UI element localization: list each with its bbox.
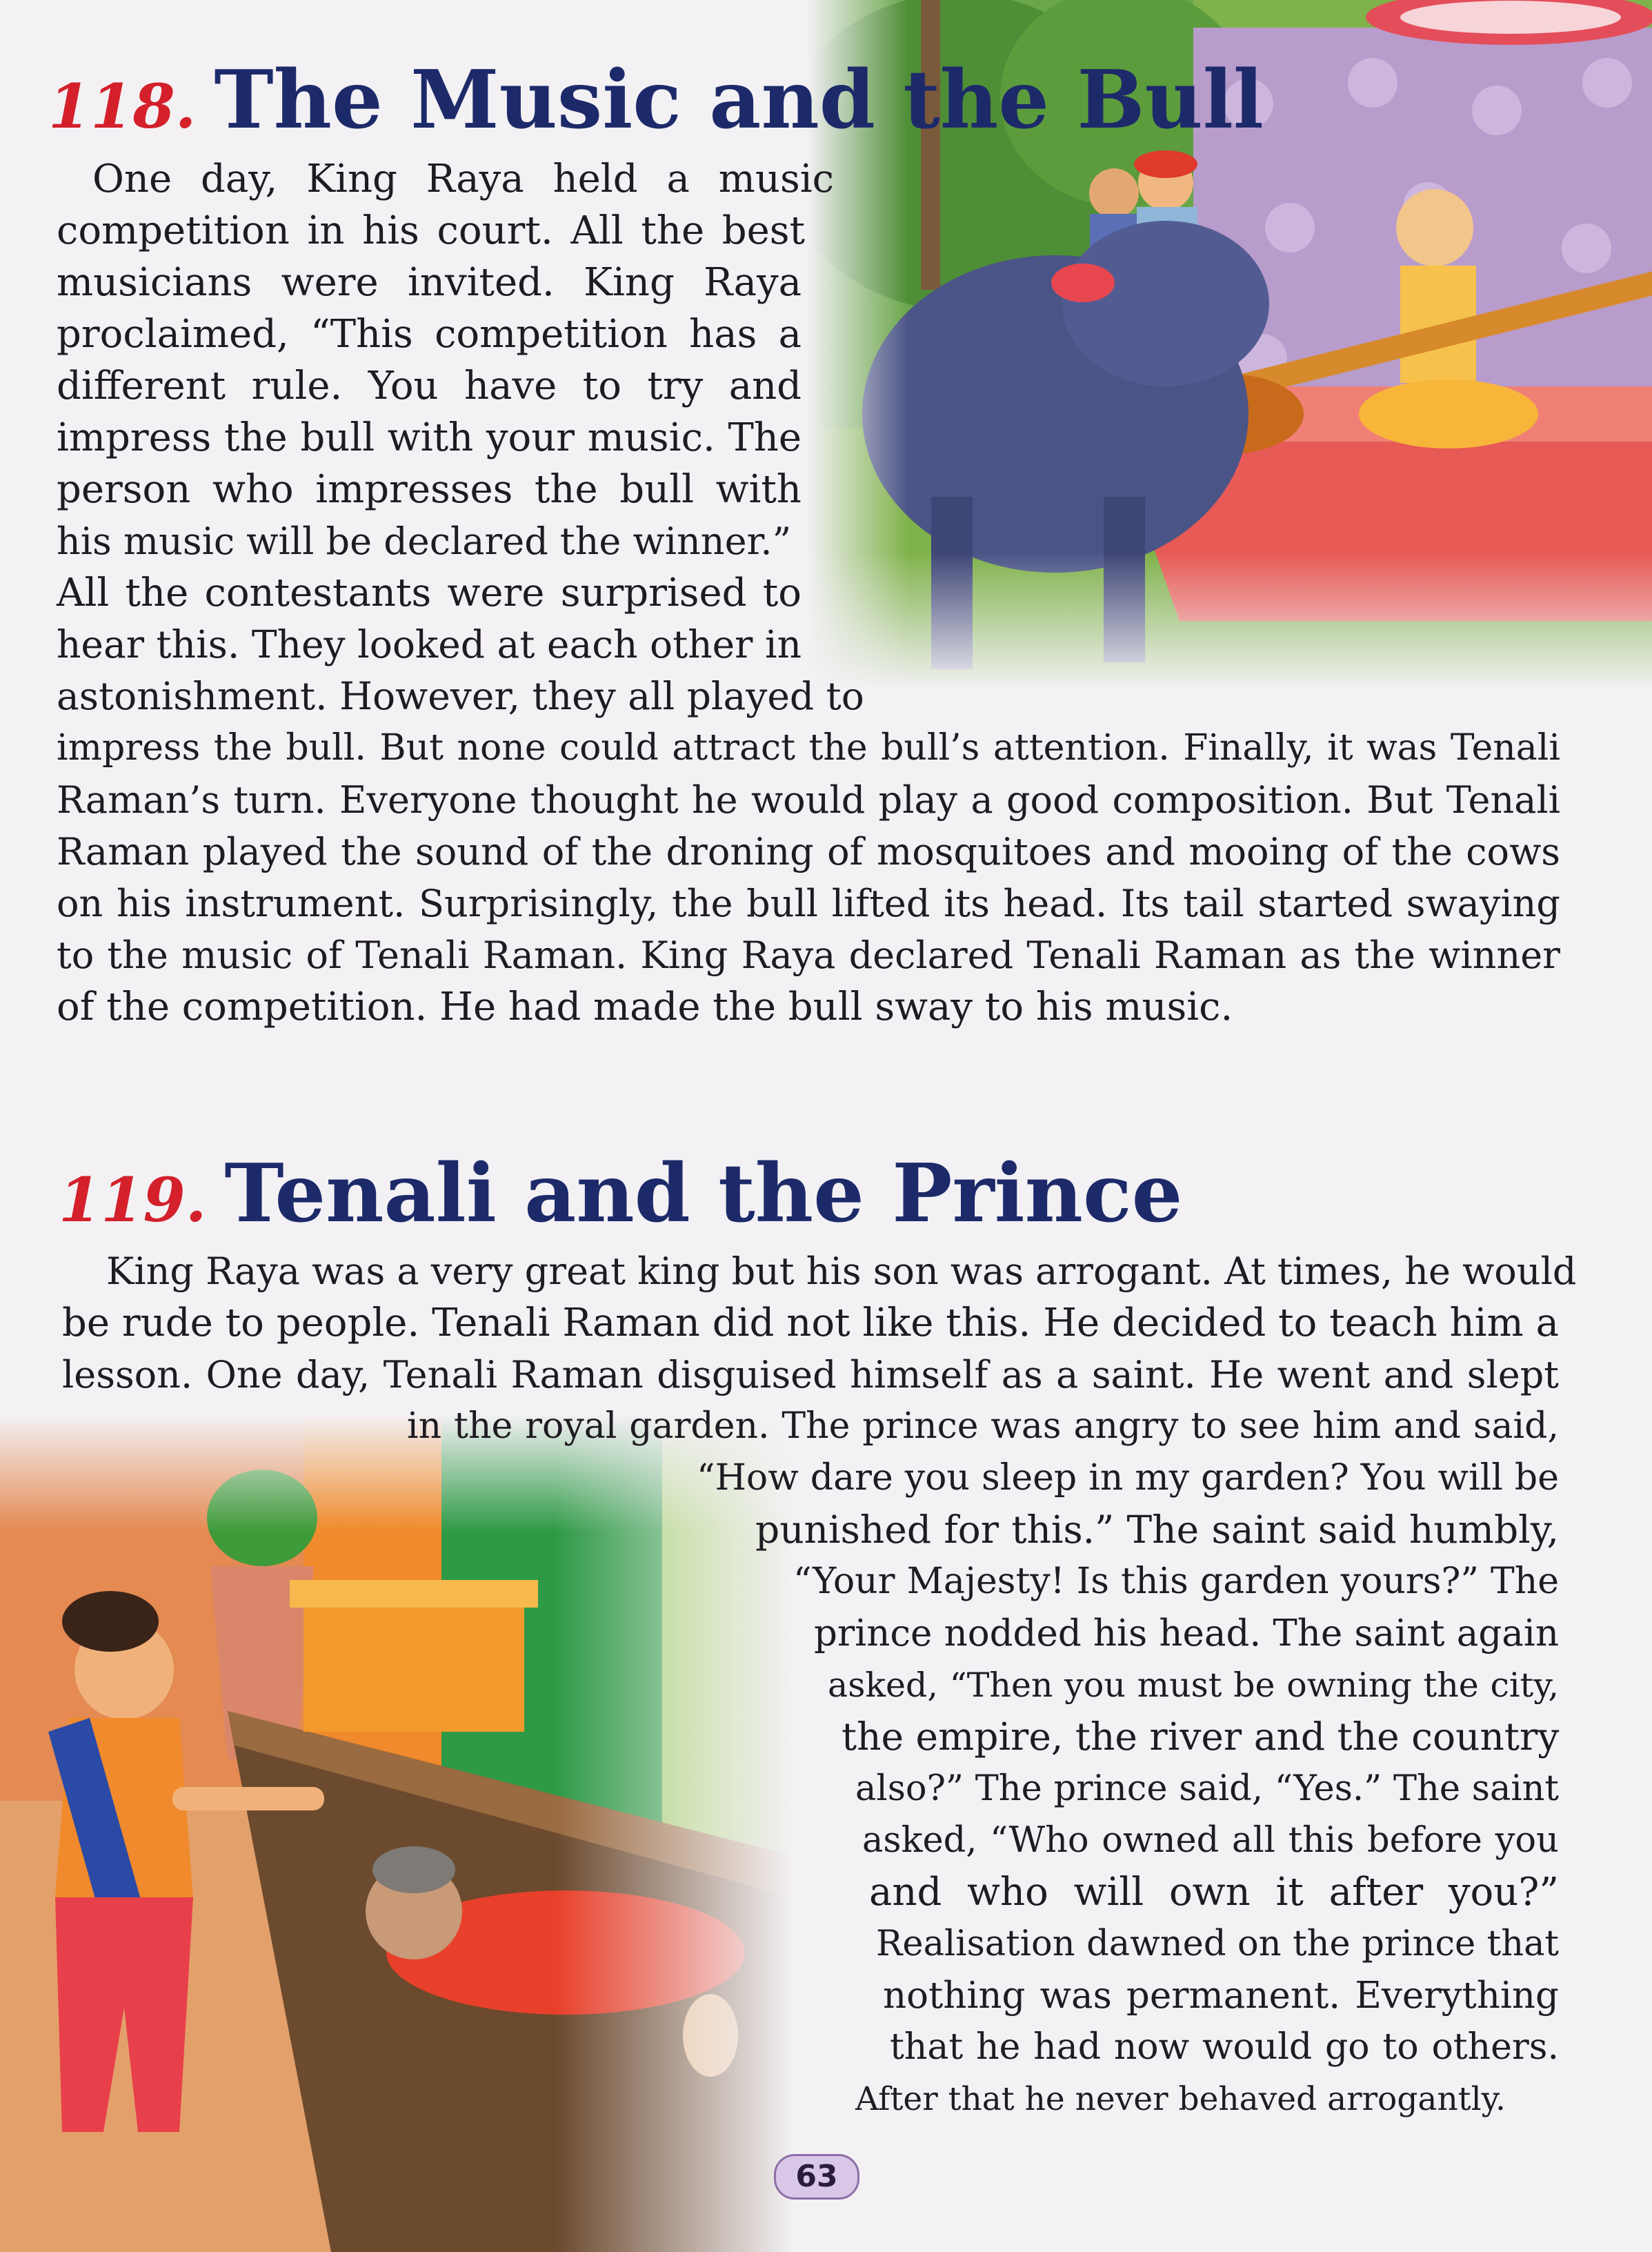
text-line: be rude to people. Tenali Raman did not like this. He decided to teach him a	[62, 1301, 1559, 1345]
text-line: different rule. You have to try and	[57, 364, 802, 408]
text-line: person who impresses the bull with	[57, 467, 802, 512]
text-line: “How dare you sleep in my garden? You will be	[697, 1457, 1559, 1499]
text-line: Raman’s turn. Everyone thought he would play a good composition. But Tenali	[57, 778, 1560, 822]
text-line: One day, King Raya held a music	[92, 157, 834, 201]
text-line: impress the bull. But none could attract the bull’s attention. Finally, it was Tenali	[57, 727, 1560, 769]
text-line: astonishment. However, they all played to	[57, 674, 864, 718]
text-line: in the royal garden. The prince was angry to see him and said,	[407, 1405, 1559, 1447]
page-number: 63	[774, 2154, 859, 2200]
text-line: the empire, the river and the country	[842, 1715, 1560, 1759]
text-line: asked, “Who owned all this before you	[862, 1820, 1559, 1861]
text-line: asked, “Then you must be owning the city,	[828, 1666, 1559, 1705]
text-line: hear this. They looked at each other in	[57, 622, 802, 666]
story-119-heading: Tenali and the Prince	[224, 1147, 1183, 1241]
text-line: also?” The prince said, “Yes.” The saint	[855, 1768, 1559, 1809]
story-119-title	[59, 1147, 1183, 1241]
text-line: King Raya was a very great king but his son was arrogant. At times, he would	[106, 1250, 1577, 1293]
story-118-heading: The Music and the Bull	[214, 53, 1264, 147]
story-118-text	[57, 153, 1560, 1033]
text-line: on his instrument. Surprisingly, the bull lifted its head. Its tail started swaying	[57, 882, 1560, 925]
text-line: Raman played the sound of the droning of mosquitoes and mooing of the cows	[57, 830, 1560, 873]
text-line: and who will own it after you?”	[869, 1870, 1559, 1915]
story-118-title	[48, 55, 1264, 145]
text-line: competition in his court. All the best	[57, 208, 805, 253]
text-line: prince nodded his head. The saint again	[814, 1612, 1559, 1655]
text-line: nothing was permanent. Everything	[883, 1975, 1559, 2017]
text-line: his music will be declared the winner.”	[57, 520, 792, 563]
text-line: All the contestants were surprised to	[57, 571, 802, 615]
text-line: punished for this.” The saint said humbly,	[755, 1508, 1559, 1552]
text-line: After that he never behaved arrogantly.	[855, 2080, 1506, 2118]
text-line: lesson. One day, Tenali Raman disguised himself as a saint. He went and slept	[62, 1353, 1559, 1396]
story-119-text	[62, 1245, 1577, 2125]
text-line: “Your Majesty! Is this garden yours?” The	[793, 1561, 1559, 1602]
text-line: of the competition. He had made the bull sway to his music.	[57, 985, 1233, 1029]
text-line: impress the bull with your music. The	[57, 415, 802, 460]
text-line: that he had now would go to others.	[890, 2026, 1559, 2068]
story-119-number: 119.	[59, 1164, 207, 1236]
text-line: musicians were invited. King Raya	[57, 260, 802, 305]
text-line: to the music of Tenali Raman. King Raya declared Tenali Raman as the winner	[57, 934, 1560, 977]
text-line: proclaimed, “This competition has a	[57, 312, 802, 357]
text-line: Realisation dawned on the prince that	[876, 1924, 1559, 1964]
story-118-number: 118.	[48, 70, 197, 142]
